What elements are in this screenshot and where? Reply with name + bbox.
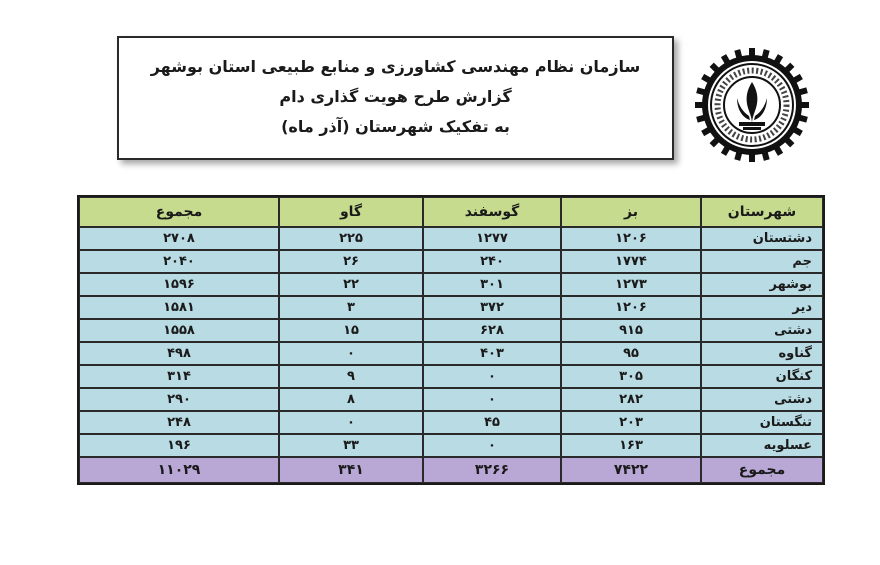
cell-sheep: ۰: [423, 434, 561, 457]
table-total-row: [79, 457, 823, 483]
cell-city: دشتی: [701, 388, 823, 411]
cell-goat: ۹۵: [561, 342, 701, 365]
cell-cow: ۳۳: [279, 434, 423, 457]
cell-sheep: ۶۲۸: [423, 319, 561, 342]
cell-city: گناوه: [701, 342, 823, 365]
cell-goat: ۲۰۳: [561, 411, 701, 434]
cell-sheep: ۴۰۳: [423, 342, 561, 365]
cell-cow: ۲۲۵: [279, 227, 423, 250]
cell-city: تنگستان: [701, 411, 823, 434]
cell-city: دیر: [701, 296, 823, 319]
column-header-cow: گاو: [279, 197, 423, 227]
cell-cow: ۰: [279, 411, 423, 434]
cell-sheep: ۴۵: [423, 411, 561, 434]
cell-sheep: ۰: [423, 365, 561, 388]
cell-goat: ۱۲۷۳: [561, 273, 701, 296]
column-header-city: شهرستان: [701, 197, 823, 227]
cell-total: ۲۷۰۸: [79, 227, 279, 250]
table-row: [79, 319, 823, 342]
cell-cow: ۱۵: [279, 319, 423, 342]
table-row: [79, 296, 823, 319]
cell-sheep: ۳۰۱: [423, 273, 561, 296]
cell-cow: ۰: [279, 342, 423, 365]
report-title-box: [117, 36, 674, 160]
cell-goat: ۱۶۳: [561, 434, 701, 457]
cell-city: دشتی: [701, 319, 823, 342]
cell-goat: ۱۷۷۴: [561, 250, 701, 273]
cell-cow: ۲۶: [279, 250, 423, 273]
report-title: گزارش طرح هویت گذاری دام: [279, 87, 512, 106]
column-header-total: مجموع: [79, 197, 279, 227]
cell-total: ۱۹۶: [79, 434, 279, 457]
cell-goat: ۲۸۲: [561, 388, 701, 411]
cell-goat: ۳۰۵: [561, 365, 701, 388]
cell-sheep: ۳۷۲: [423, 296, 561, 319]
table-row: [79, 365, 823, 388]
cell-cow: ۸: [279, 388, 423, 411]
cell-total: ۱۵۸۱: [79, 296, 279, 319]
cell-total: ۴۹۸: [79, 342, 279, 365]
cell-city: عسلویه: [701, 434, 823, 457]
cell-city: بوشهر: [701, 273, 823, 296]
livestock-table-container: [77, 195, 825, 478]
cell-city: دشتستان: [701, 227, 823, 250]
total-all: ۱۱۰۲۹: [79, 457, 279, 483]
table-header-row: [79, 197, 823, 227]
cell-city: کنگان: [701, 365, 823, 388]
cell-cow: ۲۲: [279, 273, 423, 296]
total-label: مجموع: [701, 457, 823, 483]
cell-total: ۲۴۸: [79, 411, 279, 434]
cell-total: ۳۱۴: [79, 365, 279, 388]
cell-total: ۲۰۴۰: [79, 250, 279, 273]
cell-total: ۱۵۹۶: [79, 273, 279, 296]
table-row: [79, 388, 823, 411]
cell-cow: ۹: [279, 365, 423, 388]
cell-city: جم: [701, 250, 823, 273]
organization-title: سازمان نظام مهندسی کشاورزی و منابع طبیعی استان بوشهر: [150, 57, 641, 76]
column-header-goat: بز: [561, 197, 701, 227]
table-row: [79, 273, 823, 296]
cell-goat: ۱۲۰۶: [561, 227, 701, 250]
cell-sheep: ۰: [423, 388, 561, 411]
report-subtitle: به تفکیک شهرستان (آذر ماه): [281, 117, 510, 136]
column-header-sheep: گوسفند: [423, 197, 561, 227]
total-goat: ۷۴۲۲: [561, 457, 701, 483]
total-cow: ۳۴۱: [279, 457, 423, 483]
table-row: [79, 342, 823, 365]
cell-goat: ۱۲۰۶: [561, 296, 701, 319]
cell-cow: ۳: [279, 296, 423, 319]
total-sheep: ۳۲۶۶: [423, 457, 561, 483]
table-row: [79, 250, 823, 273]
cell-sheep: ۲۴۰: [423, 250, 561, 273]
cell-sheep: ۱۲۷۷: [423, 227, 561, 250]
cell-total: ۱۵۵۸: [79, 319, 279, 342]
table-row: [79, 411, 823, 434]
cell-goat: ۹۱۵: [561, 319, 701, 342]
livestock-table: [77, 195, 825, 485]
organization-emblem-icon: [693, 46, 811, 164]
table-row: [79, 434, 823, 457]
cell-total: ۲۹۰: [79, 388, 279, 411]
table-row: [79, 227, 823, 250]
